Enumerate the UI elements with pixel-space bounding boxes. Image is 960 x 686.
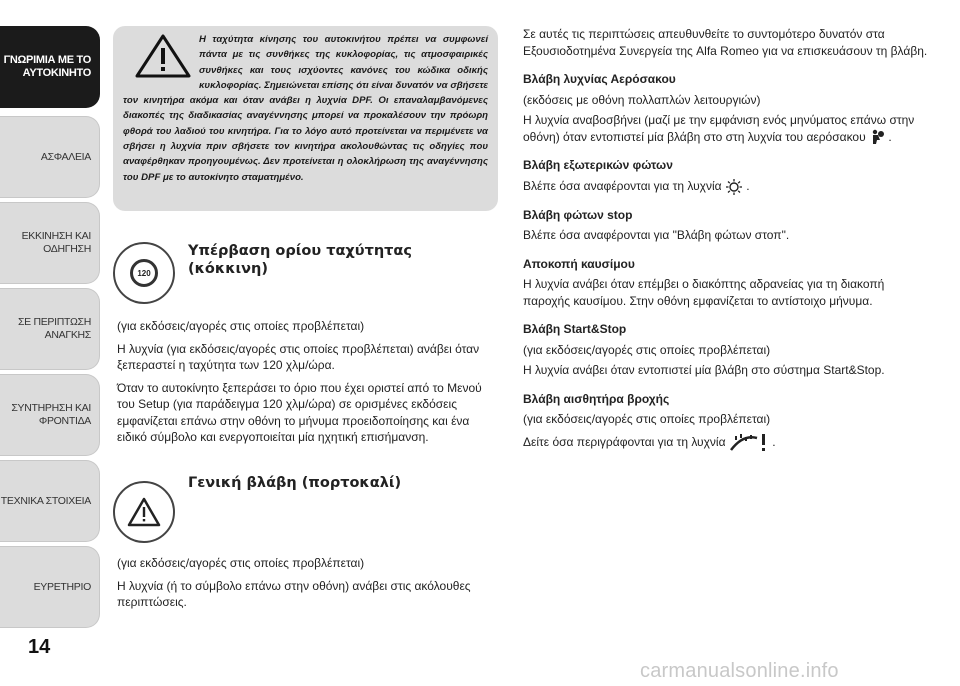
page-number: 14 bbox=[28, 636, 51, 658]
airbag-text-wrap: Η λυχνία αναβοσβήνει (μαζί με την εμφάνιση ενός μηνύματος επάνω στην οθόνη) όταν εντοπιστεί μία βλάβη στο στη λυχνία του αερόσακου . bbox=[523, 113, 915, 144]
start-stop-sub: (για εκδόσεις/αγορές στις οποίες προβλέπεται) bbox=[523, 342, 771, 357]
general-fault-lamp-icon bbox=[113, 481, 175, 543]
watermark: carmanualsonline.info bbox=[640, 660, 839, 682]
right-column bbox=[523, 26, 933, 458]
exterior-lights-heading: Βλάβη εξωτερικών φώτων bbox=[523, 158, 673, 173]
tab-label: ΣΕ ΠΕΡΙΠΤΩΣΗ ΑΝΑΓΚΗΣ bbox=[17, 316, 91, 341]
warning-triangle-icon bbox=[131, 32, 195, 80]
speed-limit-p3: Όταν το αυτοκίνητο ξεπεράσει το όριο που έχει οριστεί από το Μενού του Setup (για παράδειγμα 120 χλμ/ώρα) σε ορισμένες εκδόσεις εμφανίζεται επάνω στην οθόνη το μήνυμα προειδοποίησης και ένα ειδικό σύμβολο και ενεργοποιείται μία ηχητική επισήμανση. bbox=[117, 380, 482, 444]
general-fault-body bbox=[117, 555, 499, 617]
rain-sensor-icon bbox=[729, 432, 769, 454]
rain-sensor-heading: Βλάβη αισθητήρα βροχής bbox=[523, 391, 670, 406]
start-stop-text: Η λυχνία ανάβει όταν εντοπιστεί μία βλάβη στο σύστημα Start&Stop. bbox=[523, 363, 885, 378]
exterior-lights-text-wrap: Βλέπε όσα αναφέρονται για τη λυχνία . bbox=[523, 178, 750, 193]
tab-emergency[interactable] bbox=[0, 288, 100, 370]
tab-starting-driving[interactable] bbox=[0, 202, 100, 284]
fuel-cutoff-text: Η λυχνία ανάβει όταν επέμβει ο διακόπτης αδρανείας για τη διακοπή παροχής καυσίμου. Στην οθόνη εμφανίζεται το αντίστοιχο μήνυμα. bbox=[523, 277, 885, 308]
speed-value-icon: 120 bbox=[130, 259, 158, 287]
general-fault-availability: (για εκδόσεις/αγορές στις οποίες προβλέπεται) bbox=[117, 556, 365, 570]
tab-getting-to-know[interactable] bbox=[0, 26, 100, 108]
start-stop-heading: Βλάβη Start&Stop bbox=[523, 322, 627, 337]
stop-lights-heading: Βλάβη φώτων stop bbox=[523, 207, 633, 222]
tab-safety[interactable] bbox=[0, 116, 100, 198]
tab-label: ΑΣΦΑΛΕΙΑ bbox=[40, 150, 91, 163]
tab-label: ΕΚΚΙΝΗΣΗ ΚΑΙ ΟΔΗΓΗΣΗ bbox=[21, 230, 91, 255]
tab-label: ΕΥΡΕΤΗΡΙΟ bbox=[33, 580, 91, 593]
airbag-icon bbox=[869, 129, 885, 145]
speed-limit-p2: Η λυχνία (για εκδόσεις/αγορές στις οποίες προβλέπεται) ανάβει όταν ξεπεραστεί η ταχύτητα των 120 χλμ/ώρα. bbox=[117, 341, 480, 372]
fuel-cutoff-heading: Αποκοπή καυσίμου bbox=[523, 256, 635, 271]
tab-label: ΤΕΧΝΙΚΑ ΣΤΟΙΧΕΙΑ bbox=[0, 494, 91, 507]
speed-limit-availability: (για εκδόσεις/αγορές στις οποίες προβλέπεται) bbox=[117, 319, 365, 333]
airbag-text: Η λυχνία αναβοσβήνει (μαζί με την εμφάνιση ενός μηνύματος επάνω στην οθόνη) όταν εντοπιστεί μία βλάβη στο στη λυχνία του αερόσακου bbox=[523, 113, 915, 144]
general-fault-p2: Η λυχνία (ή το σύμβολο επάνω στην οθόνη) ανάβει στις ακόλουθες περιπτώσεις. bbox=[117, 578, 471, 609]
general-fault-heading: Γενική βλάβη (πορτοκαλί) bbox=[188, 475, 402, 491]
warning-triangle-icon bbox=[127, 497, 161, 527]
tab-label: ΣΥΝΤΗΡΗΣΗ ΚΑΙ ΦΡΟΝΤΙΔΑ bbox=[11, 402, 91, 427]
rain-sensor-text: Δείτε όσα περιγράφονται για τη λυχνία bbox=[523, 434, 726, 449]
warning-box bbox=[113, 26, 498, 211]
tab-technical-data[interactable] bbox=[0, 460, 100, 542]
repair-intro: Σε αυτές τις περιπτώσεις απευθυνθείτε το συντομότερο δυνατόν στα Εξουσιοδοτημένα Συνεργεία της Alfa Romeo για να επισκευάσουν τη βλάβη. bbox=[523, 27, 928, 58]
warning-text: Η ταχύτητα κίνησης του αυτοκινήτου πρέπει να συμφωνεί πάντα με τις συνθήκες της κυκλοφορίας, τις ατμοσφαιρικές συνθήκες και τους ισχύοντες κανόνες του κώδικα οδικής κυκλοφορίας. Σημειώνεται επίσης ότι είναι δυνατόν να σβήσετε τον κινητήρα ακόμα και όταν ανάβει η λυχνία DPF. Οι επαναλαμβανόμενες διακοπές της διαδικασίας αναγέννησης μπορεί να προκαλέσουν την πρόωρη φθορά του λαδιού του κινητήρα. Για το λόγο αυτό προτείνεται να περιμένετε να σβήσει η λυχνία πριν σβήσετε τον κινητήρα ακολουθώντας τις οδηγίες που αναφέρθηκαν προηγουμένως. Δεν προτείνεται η ολοκλήρωση της αναγέννησης του DPF με το αυτοκίνητο σταματημένο. bbox=[123, 34, 488, 183]
airbag-sub: (εκδόσεις με οθόνη πολλαπλών λειτουργιών) bbox=[523, 92, 761, 107]
rain-sensor-text-wrap: Δείτε όσα περιγράφονται για τη λυχνία . bbox=[523, 432, 933, 454]
light-bulb-icon bbox=[725, 179, 743, 195]
stop-lights-text: Βλέπε όσα αναφέρονται για "Βλάβη φώτων στοπ". bbox=[523, 228, 790, 243]
speed-limit-body bbox=[117, 318, 499, 452]
tab-index[interactable] bbox=[0, 546, 100, 628]
speed-limit-heading: Υπέρβαση ορίου ταχύτητας (κόκκινη) bbox=[188, 243, 412, 277]
tab-label: ΓΝΩΡΙΜΙΑ ΜΕ ΤΟ ΑΥΤΟΚΙΝΗΤΟ bbox=[3, 54, 91, 79]
tab-maintenance[interactable] bbox=[0, 374, 100, 456]
airbag-heading: Βλάβη λυχνίας Αερόσακου bbox=[523, 72, 676, 86]
exterior-lights-text: Βλέπε όσα αναφέρονται για τη λυχνία bbox=[523, 178, 722, 193]
rain-sensor-sub: (για εκδόσεις/αγορές στις οποίες προβλέπεται) bbox=[523, 412, 771, 427]
speed-limit-lamp-icon bbox=[113, 242, 175, 304]
